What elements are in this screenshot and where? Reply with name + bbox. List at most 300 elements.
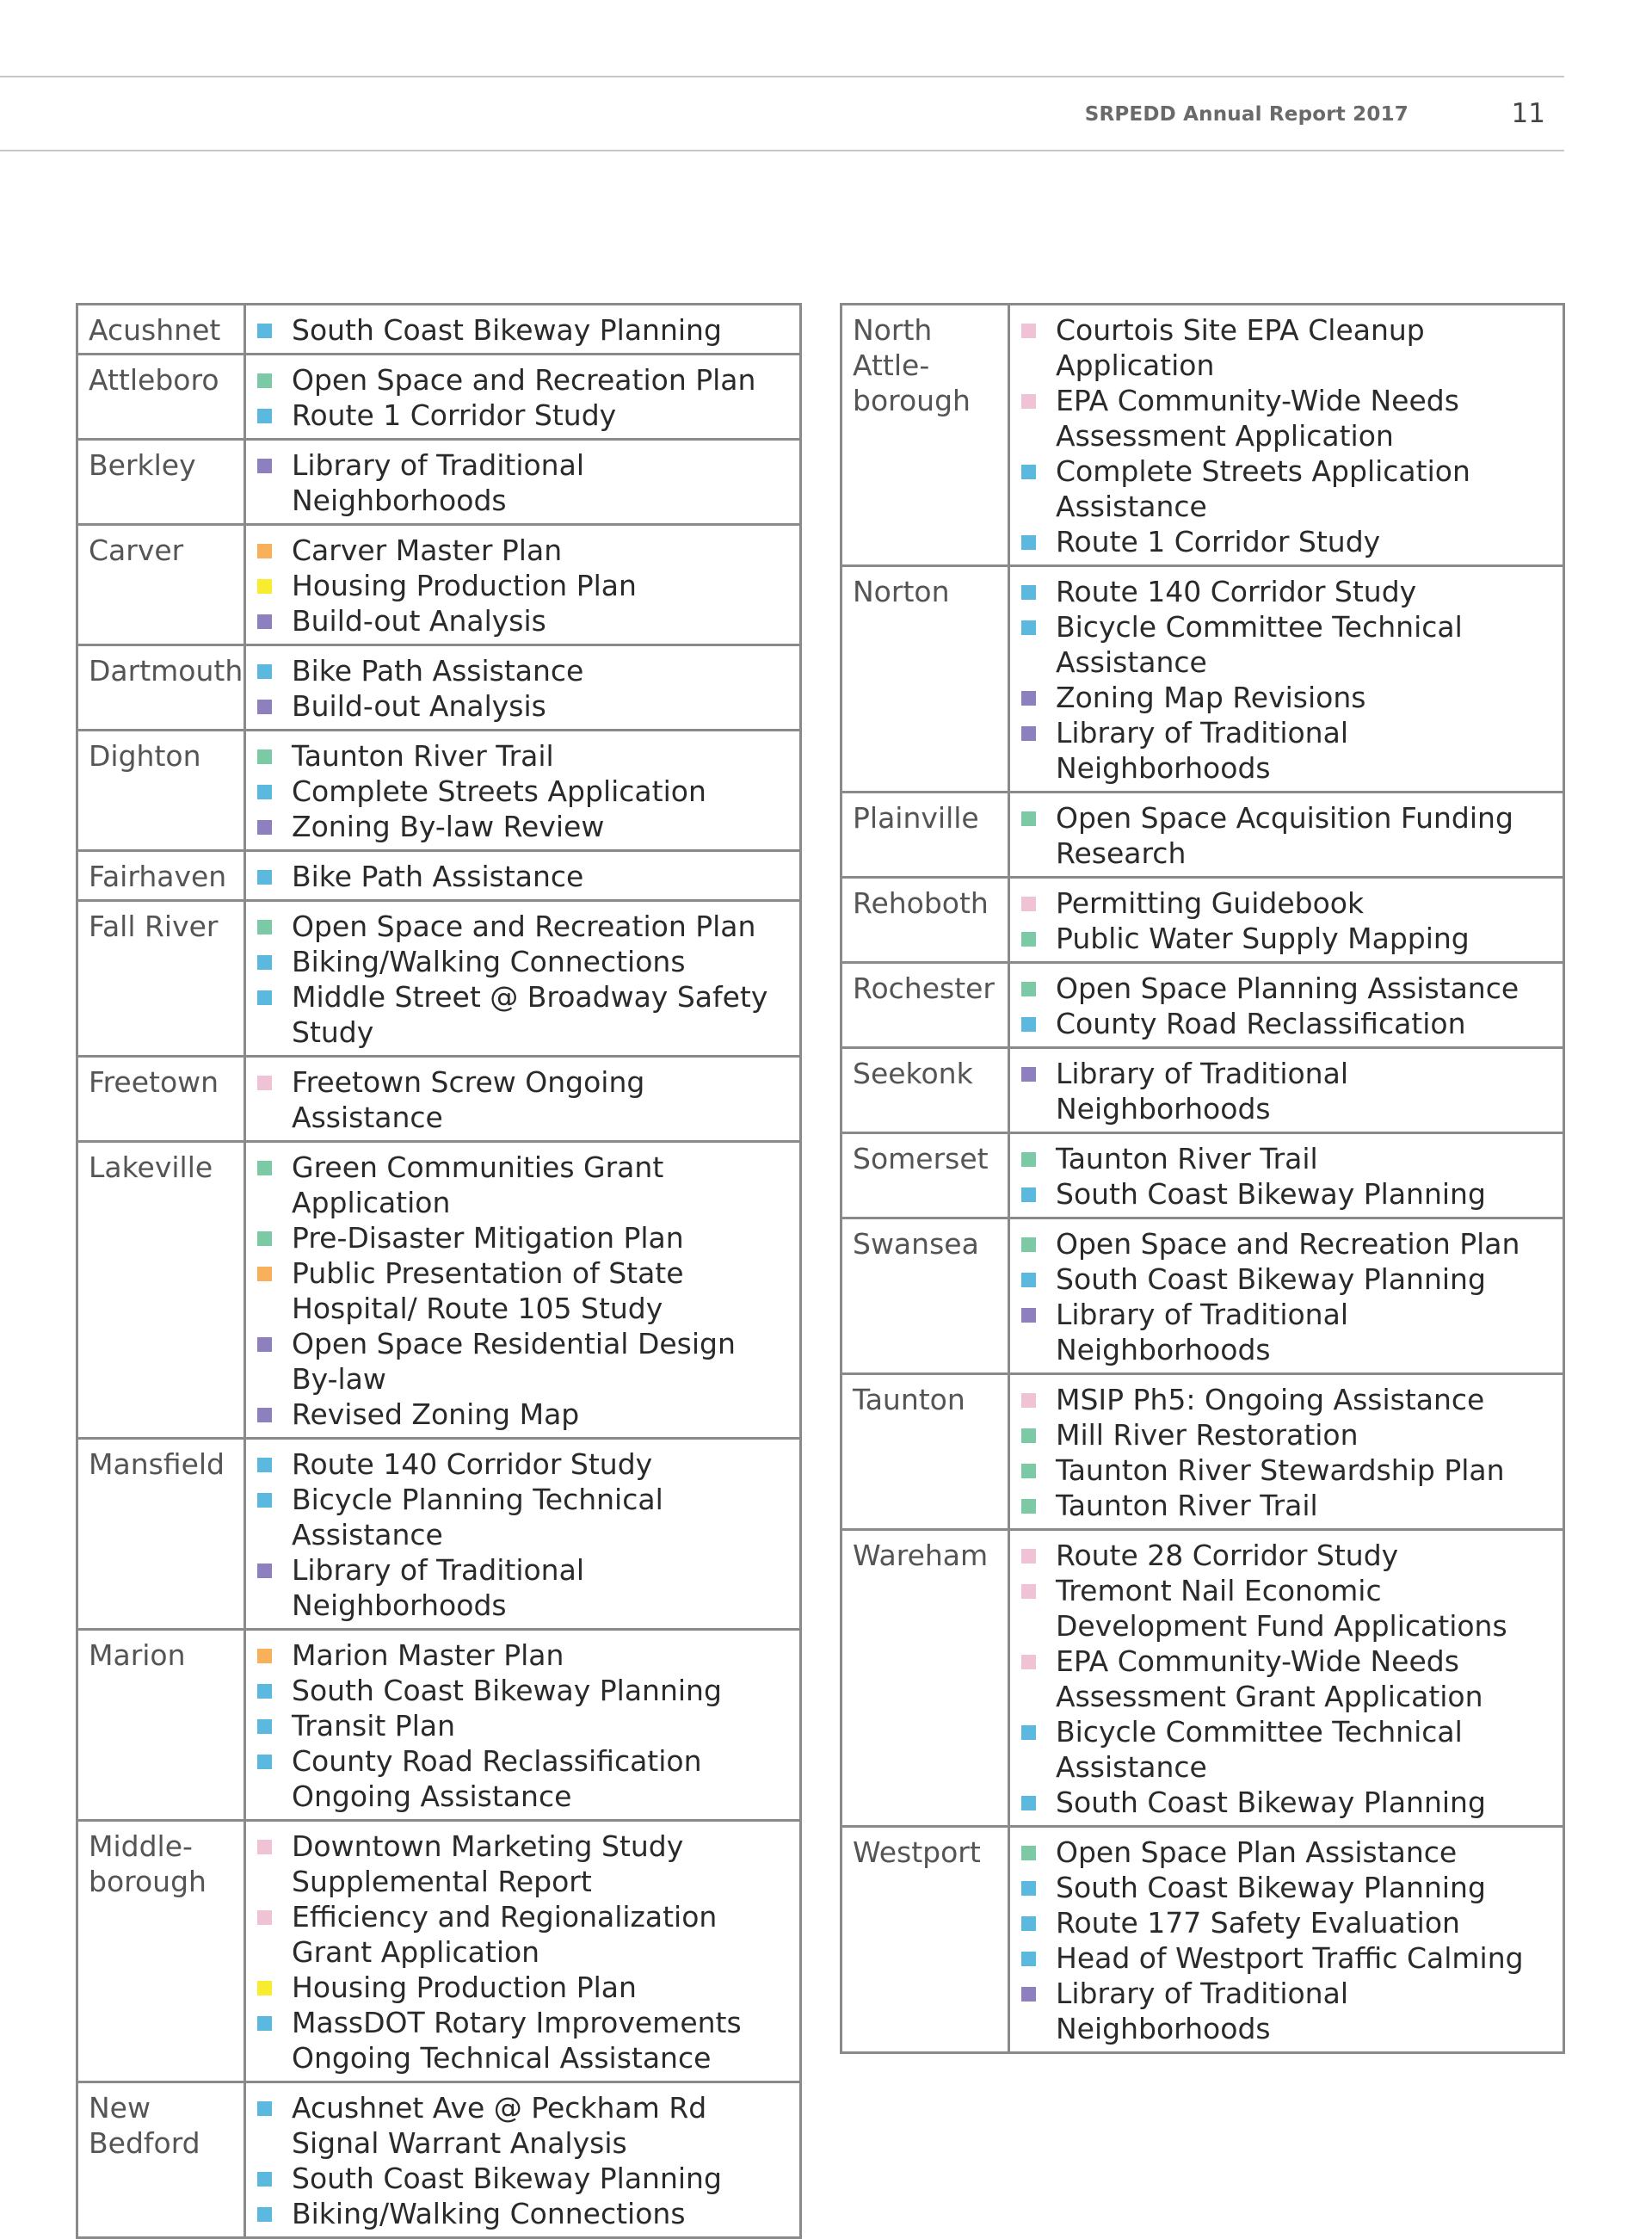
project-item bbox=[1020, 1976, 1552, 2046]
project-list bbox=[1020, 1226, 1552, 1367]
town-row bbox=[841, 793, 1564, 878]
project-item bbox=[1020, 1488, 1552, 1523]
project-list bbox=[256, 312, 789, 348]
town-row bbox=[77, 851, 801, 901]
project-item bbox=[256, 774, 789, 809]
category-color-square-icon bbox=[1021, 1881, 1036, 1896]
project-list bbox=[1020, 1382, 1552, 1523]
project-item bbox=[256, 603, 789, 638]
project-item bbox=[1020, 1382, 1552, 1417]
category-color-square-icon bbox=[257, 870, 272, 885]
project-list bbox=[256, 1064, 789, 1135]
project-item bbox=[1020, 1261, 1552, 1297]
category-color-square-icon bbox=[257, 373, 272, 388]
project-list-cell bbox=[245, 851, 801, 901]
town-row bbox=[77, 2082, 801, 2238]
town-row bbox=[77, 1142, 801, 1439]
category-color-square-icon bbox=[1021, 1067, 1036, 1082]
right-town-projects-table bbox=[840, 303, 1565, 2054]
project-label: Route 1 Corridor Study bbox=[292, 398, 617, 432]
town-row bbox=[77, 1439, 801, 1630]
town-name: Dighton bbox=[77, 731, 245, 851]
project-item bbox=[256, 2005, 789, 2076]
project-item bbox=[1020, 1453, 1552, 1488]
project-item bbox=[1020, 1297, 1552, 1367]
project-list-cell bbox=[1009, 1374, 1564, 1530]
category-color-square-icon bbox=[1021, 982, 1036, 996]
project-label: Route 140 Corridor Study bbox=[1056, 575, 1417, 608]
category-color-square-icon bbox=[257, 820, 272, 835]
project-item bbox=[256, 533, 789, 568]
category-color-square-icon bbox=[257, 1910, 272, 1925]
project-item bbox=[1020, 1538, 1552, 1573]
project-item bbox=[256, 1673, 789, 1708]
category-color-square-icon bbox=[257, 2207, 272, 2222]
category-color-square-icon bbox=[257, 409, 272, 423]
project-list-cell bbox=[1009, 1133, 1564, 1218]
category-color-square-icon bbox=[1021, 1428, 1036, 1443]
town-name: Wareham bbox=[841, 1530, 1009, 1827]
project-item bbox=[1020, 1870, 1552, 1905]
project-label: Mill River Restoration bbox=[1056, 1418, 1359, 1452]
category-color-square-icon bbox=[1021, 726, 1036, 741]
project-label: Pre-Disaster Mitigation Plan bbox=[292, 1221, 684, 1255]
category-color-square-icon bbox=[1021, 1916, 1036, 1931]
category-color-square-icon bbox=[257, 1684, 272, 1699]
project-label: Biking/Walking Connections bbox=[292, 2197, 686, 2230]
project-item bbox=[256, 738, 789, 774]
category-color-square-icon bbox=[257, 544, 272, 558]
category-color-square-icon bbox=[1021, 620, 1036, 635]
project-list-cell bbox=[1009, 1827, 1564, 2053]
project-item bbox=[256, 447, 789, 518]
town-row bbox=[841, 1374, 1564, 1530]
left-town-projects-table bbox=[76, 303, 802, 2239]
category-color-square-icon bbox=[257, 1564, 272, 1578]
project-list-cell bbox=[245, 1057, 801, 1142]
project-item bbox=[256, 1220, 789, 1255]
town-name: Acushnet bbox=[77, 305, 245, 355]
project-label: Library of Traditional Neighborhoods bbox=[1056, 1977, 1348, 2045]
town-name: Freetown bbox=[77, 1057, 245, 1142]
project-list-cell bbox=[245, 1821, 801, 2082]
project-item bbox=[1020, 800, 1552, 871]
project-label: Middle Street @ Broadway Safety Study bbox=[292, 980, 768, 1049]
project-label: Taunton River Stewardship Plan bbox=[1056, 1453, 1505, 1487]
category-color-square-icon bbox=[257, 1493, 272, 1508]
header-rule-top bbox=[0, 76, 1564, 77]
project-label: Carver Master Plan bbox=[292, 534, 563, 567]
project-item bbox=[1020, 574, 1552, 609]
project-item bbox=[256, 859, 789, 894]
town-name: Attleboro bbox=[77, 355, 245, 440]
category-color-square-icon bbox=[257, 1408, 272, 1422]
project-list bbox=[256, 1829, 789, 2076]
category-color-square-icon bbox=[257, 700, 272, 714]
right-table-body bbox=[841, 305, 1564, 2053]
category-color-square-icon bbox=[257, 1981, 272, 1995]
town-name: Swansea bbox=[841, 1218, 1009, 1374]
project-label: Open Space and Recreation Plan bbox=[292, 910, 756, 943]
project-item bbox=[256, 1255, 789, 1326]
project-item bbox=[256, 979, 789, 1050]
project-label: South Coast Bikeway Planning bbox=[292, 2162, 722, 2195]
category-color-square-icon bbox=[1021, 585, 1036, 600]
project-label: Zoning Map Revisions bbox=[1056, 681, 1366, 714]
project-item bbox=[256, 312, 789, 348]
town-row bbox=[841, 878, 1564, 963]
project-item bbox=[1020, 1905, 1552, 1940]
town-name: North Attle-borough bbox=[841, 305, 1009, 566]
project-label: MSIP Ph5: Ongoing Assistance bbox=[1056, 1383, 1485, 1416]
category-color-square-icon bbox=[257, 1719, 272, 1734]
project-label: Downtown Marketing Study Supplemental Report bbox=[292, 1829, 684, 1898]
project-item bbox=[256, 1829, 789, 1899]
project-label: Tremont Nail Economic Development Fund Applications bbox=[1056, 1574, 1507, 1643]
project-item bbox=[256, 909, 789, 944]
project-label: Bicycle Planning Technical Assistance bbox=[292, 1483, 663, 1551]
project-label: Public Water Supply Mapping bbox=[1056, 922, 1470, 955]
project-item bbox=[256, 1064, 789, 1135]
project-item bbox=[256, 1552, 789, 1623]
project-label: Open Space Plan Assistance bbox=[1056, 1835, 1458, 1869]
town-name: Norton bbox=[841, 566, 1009, 793]
project-label: Marion Master Plan bbox=[292, 1638, 564, 1672]
project-list bbox=[1020, 1141, 1552, 1212]
town-row bbox=[77, 1057, 801, 1142]
project-label: Biking/Walking Connections bbox=[292, 945, 686, 978]
category-color-square-icon bbox=[257, 990, 272, 1005]
town-name: Rehoboth bbox=[841, 878, 1009, 963]
project-item bbox=[256, 653, 789, 688]
category-color-square-icon bbox=[1021, 1499, 1036, 1514]
project-item bbox=[1020, 971, 1552, 1006]
project-label: Library of Traditional Neighborhoods bbox=[292, 1553, 584, 1622]
project-item bbox=[1020, 1644, 1552, 1714]
project-label: Route 177 Safety Evaluation bbox=[1056, 1906, 1460, 1940]
project-label: Library of Traditional Neighborhoods bbox=[1056, 1057, 1348, 1126]
town-row bbox=[77, 355, 801, 440]
category-color-square-icon bbox=[1021, 1987, 1036, 2002]
project-list bbox=[256, 1638, 789, 1814]
category-color-square-icon bbox=[257, 920, 272, 934]
project-item bbox=[1020, 1573, 1552, 1644]
category-color-square-icon bbox=[257, 785, 272, 799]
project-label: Library of Traditional Neighborhoods bbox=[292, 448, 584, 517]
project-list-cell bbox=[245, 1439, 801, 1630]
category-color-square-icon bbox=[257, 1267, 272, 1281]
project-list-cell bbox=[1009, 793, 1564, 878]
category-color-square-icon bbox=[1021, 1187, 1036, 1202]
project-label: Courtois Site EPA Cleanup Application bbox=[1056, 313, 1425, 382]
header-rule-bottom bbox=[0, 150, 1564, 151]
project-item bbox=[1020, 1006, 1552, 1041]
town-name: Marion bbox=[77, 1630, 245, 1821]
project-item bbox=[256, 809, 789, 844]
project-list-cell bbox=[245, 901, 801, 1057]
project-list bbox=[1020, 800, 1552, 871]
project-label: Freetown Screw Ongoing Assistance bbox=[292, 1065, 645, 1134]
project-label: County Road Reclassification Ongoing Assistance bbox=[292, 1744, 702, 1813]
category-color-square-icon bbox=[257, 1649, 272, 1663]
town-row bbox=[841, 566, 1564, 793]
town-row bbox=[841, 1530, 1564, 1827]
town-name: Mansfield bbox=[77, 1439, 245, 1630]
project-list bbox=[256, 738, 789, 844]
town-name: Somerset bbox=[841, 1133, 1009, 1218]
category-color-square-icon bbox=[257, 1161, 272, 1175]
project-label: Route 1 Corridor Study bbox=[1056, 525, 1381, 558]
project-label: South Coast Bikeway Planning bbox=[1056, 1871, 1486, 1904]
project-item bbox=[256, 568, 789, 603]
project-item bbox=[1020, 1056, 1552, 1126]
project-list-cell bbox=[245, 1630, 801, 1821]
town-name: Rochester bbox=[841, 963, 1009, 1048]
project-label: South Coast Bikeway Planning bbox=[292, 313, 722, 347]
category-color-square-icon bbox=[1021, 1584, 1036, 1599]
project-list-cell bbox=[1009, 878, 1564, 963]
town-row bbox=[77, 525, 801, 645]
project-item bbox=[256, 2161, 789, 2196]
town-row bbox=[77, 305, 801, 355]
project-list bbox=[1020, 885, 1552, 956]
town-name: Carver bbox=[77, 525, 245, 645]
project-label: Route 140 Corridor Study bbox=[292, 1447, 653, 1481]
project-item bbox=[1020, 1226, 1552, 1261]
project-list bbox=[1020, 574, 1552, 786]
category-color-square-icon bbox=[257, 955, 272, 970]
project-label: Library of Traditional Neighborhoods bbox=[1056, 1298, 1348, 1366]
project-item bbox=[256, 944, 789, 979]
project-label: Efficiency and Regionalization Grant Application bbox=[292, 1900, 718, 1969]
project-item bbox=[1020, 1785, 1552, 1820]
project-item bbox=[256, 2196, 789, 2231]
category-color-square-icon bbox=[257, 324, 272, 338]
project-item bbox=[1020, 1714, 1552, 1785]
project-label: Bicycle Committee Technical Assistance bbox=[1056, 1715, 1463, 1784]
category-color-square-icon bbox=[257, 2172, 272, 2187]
town-row bbox=[841, 1827, 1564, 2053]
project-label: Zoning By-law Review bbox=[292, 810, 605, 843]
town-name: Plainville bbox=[841, 793, 1009, 878]
category-color-square-icon bbox=[1021, 691, 1036, 706]
project-item bbox=[1020, 524, 1552, 559]
project-label: South Coast Bikeway Planning bbox=[1056, 1262, 1486, 1296]
town-name: Lakeville bbox=[77, 1142, 245, 1439]
project-label: County Road Reclassification bbox=[1056, 1007, 1466, 1040]
project-item bbox=[1020, 383, 1552, 453]
category-color-square-icon bbox=[1021, 1273, 1036, 1287]
project-label: Open Space Residential Design By-law bbox=[292, 1327, 736, 1396]
category-color-square-icon bbox=[1021, 897, 1036, 911]
town-row bbox=[841, 963, 1564, 1048]
project-list bbox=[1020, 971, 1552, 1041]
project-item bbox=[1020, 715, 1552, 786]
project-list-cell bbox=[1009, 1530, 1564, 1827]
project-item bbox=[256, 1638, 789, 1673]
category-color-square-icon bbox=[1021, 1237, 1036, 1252]
town-row bbox=[841, 1133, 1564, 1218]
project-list-cell bbox=[245, 645, 801, 731]
category-color-square-icon bbox=[1021, 465, 1036, 479]
project-label: South Coast Bikeway Planning bbox=[1056, 1786, 1486, 1819]
project-item bbox=[256, 398, 789, 433]
project-label: South Coast Bikeway Planning bbox=[292, 1674, 722, 1707]
category-color-square-icon bbox=[1021, 324, 1036, 338]
project-item bbox=[256, 2090, 789, 2161]
project-label: Taunton River Trail bbox=[1056, 1489, 1318, 1522]
project-item bbox=[1020, 1141, 1552, 1176]
project-list bbox=[256, 533, 789, 638]
project-label: Open Space Acquisition Funding Research bbox=[1056, 801, 1513, 870]
project-label: Green Communities Grant Application bbox=[292, 1150, 664, 1219]
category-color-square-icon bbox=[257, 614, 272, 629]
project-list bbox=[256, 653, 789, 724]
town-row bbox=[77, 1821, 801, 2082]
project-list bbox=[1020, 1056, 1552, 1126]
town-row bbox=[77, 901, 801, 1057]
project-list-cell bbox=[245, 305, 801, 355]
project-list bbox=[256, 909, 789, 1050]
project-label: Taunton River Trail bbox=[1056, 1142, 1318, 1175]
project-label: Revised Zoning Map bbox=[292, 1397, 580, 1431]
town-row bbox=[77, 645, 801, 731]
project-item bbox=[1020, 921, 1552, 956]
category-color-square-icon bbox=[1021, 811, 1036, 826]
project-list-cell bbox=[1009, 1048, 1564, 1133]
town-row bbox=[841, 1048, 1564, 1133]
project-item bbox=[256, 1899, 789, 1970]
project-label: Complete Streets Application bbox=[292, 774, 706, 808]
project-label: Route 28 Corridor Study bbox=[1056, 1539, 1399, 1572]
project-item bbox=[1020, 885, 1552, 921]
category-color-square-icon bbox=[1021, 932, 1036, 947]
project-item bbox=[256, 1326, 789, 1397]
project-item bbox=[256, 1446, 789, 1482]
town-name: Seekonk bbox=[841, 1048, 1009, 1133]
project-list-cell bbox=[1009, 305, 1564, 566]
project-label: MassDOT Rotary Improvements Ongoing Technical Assistance bbox=[292, 2006, 742, 2075]
project-label: Housing Production Plan bbox=[292, 1971, 637, 2004]
category-color-square-icon bbox=[257, 2101, 272, 2116]
project-label: Bicycle Committee Technical Assistance bbox=[1056, 610, 1463, 679]
category-color-square-icon bbox=[1021, 1725, 1036, 1740]
project-label: Public Presentation of State Hospital/ Route 105 Study bbox=[292, 1256, 684, 1325]
project-label: EPA Community-Wide Needs Assessment Application bbox=[1056, 384, 1459, 453]
project-item bbox=[1020, 1835, 1552, 1870]
category-color-square-icon bbox=[257, 1458, 272, 1472]
project-item bbox=[1020, 609, 1552, 680]
town-row bbox=[77, 731, 801, 851]
project-item bbox=[256, 1482, 789, 1552]
category-color-square-icon bbox=[257, 1231, 272, 1246]
project-list-cell bbox=[245, 525, 801, 645]
category-color-square-icon bbox=[257, 2016, 272, 2031]
category-color-square-icon bbox=[1021, 1393, 1036, 1408]
project-list-cell bbox=[245, 355, 801, 440]
project-list bbox=[1020, 312, 1552, 559]
category-color-square-icon bbox=[257, 749, 272, 764]
project-item bbox=[256, 1743, 789, 1814]
project-list bbox=[256, 859, 789, 894]
category-color-square-icon bbox=[1021, 1464, 1036, 1478]
category-color-square-icon bbox=[1021, 1308, 1036, 1323]
category-color-square-icon bbox=[1021, 1655, 1036, 1669]
project-label: Library of Traditional Neighborhoods bbox=[1056, 716, 1348, 785]
project-list-cell bbox=[1009, 963, 1564, 1048]
project-label: Open Space and Recreation Plan bbox=[292, 363, 756, 397]
project-label: Build-out Analysis bbox=[292, 604, 546, 638]
project-item bbox=[256, 1150, 789, 1220]
project-list-cell bbox=[245, 440, 801, 525]
category-color-square-icon bbox=[1021, 1152, 1036, 1167]
town-row bbox=[841, 305, 1564, 566]
project-list bbox=[256, 1446, 789, 1623]
town-row bbox=[77, 1630, 801, 1821]
project-item bbox=[256, 1708, 789, 1743]
project-label: Complete Streets Application Assistance bbox=[1056, 454, 1470, 523]
project-label: Transit Plan bbox=[292, 1709, 456, 1742]
category-color-square-icon bbox=[257, 1755, 272, 1769]
project-label: EPA Community-Wide Needs Assessment Grant Application bbox=[1056, 1644, 1483, 1713]
category-color-square-icon bbox=[1021, 394, 1036, 409]
project-item bbox=[1020, 1417, 1552, 1453]
page-number: 11 bbox=[1511, 98, 1545, 129]
project-item bbox=[256, 362, 789, 398]
project-list bbox=[256, 362, 789, 433]
town-name: Dartmouth bbox=[77, 645, 245, 731]
project-list bbox=[256, 1150, 789, 1432]
project-label: Bike Path Assistance bbox=[292, 654, 584, 688]
category-color-square-icon bbox=[1021, 1796, 1036, 1810]
town-name: New Bedford bbox=[77, 2082, 245, 2238]
town-row bbox=[841, 1218, 1564, 1374]
project-item bbox=[256, 1397, 789, 1432]
category-color-square-icon bbox=[1021, 1846, 1036, 1860]
town-name: Middle-borough bbox=[77, 1821, 245, 2082]
project-list-cell bbox=[245, 731, 801, 851]
project-item bbox=[1020, 312, 1552, 383]
category-color-square-icon bbox=[257, 459, 272, 473]
project-label: Open Space and Recreation Plan bbox=[1056, 1227, 1520, 1261]
project-label: Head of Westport Traffic Calming bbox=[1056, 1941, 1524, 1975]
category-color-square-icon bbox=[1021, 1017, 1036, 1032]
project-item bbox=[1020, 453, 1552, 524]
project-label: Bike Path Assistance bbox=[292, 860, 584, 893]
project-item bbox=[1020, 1176, 1552, 1212]
town-name: Taunton bbox=[841, 1374, 1009, 1530]
report-title: SRPEDD Annual Report 2017 bbox=[1084, 103, 1409, 126]
category-color-square-icon bbox=[257, 1337, 272, 1352]
project-list bbox=[1020, 1538, 1552, 1820]
town-name: Westport bbox=[841, 1827, 1009, 2053]
category-color-square-icon bbox=[1021, 1549, 1036, 1564]
town-name: Fairhaven bbox=[77, 851, 245, 901]
project-list-cell bbox=[245, 1142, 801, 1439]
project-label: South Coast Bikeway Planning bbox=[1056, 1177, 1486, 1211]
project-label: Build-out Analysis bbox=[292, 689, 546, 723]
project-list bbox=[256, 2090, 789, 2231]
town-name: Fall River bbox=[77, 901, 245, 1057]
project-list bbox=[1020, 1835, 1552, 2046]
category-color-square-icon bbox=[1021, 1952, 1036, 1966]
project-item bbox=[1020, 1940, 1552, 1976]
left-table-body bbox=[77, 305, 801, 2238]
category-color-square-icon bbox=[257, 1840, 272, 1854]
town-row bbox=[77, 440, 801, 525]
project-label: Open Space Planning Assistance bbox=[1056, 971, 1519, 1005]
project-label: Acushnet Ave @ Peckham Rd Signal Warrant Analysis bbox=[292, 2091, 707, 2160]
